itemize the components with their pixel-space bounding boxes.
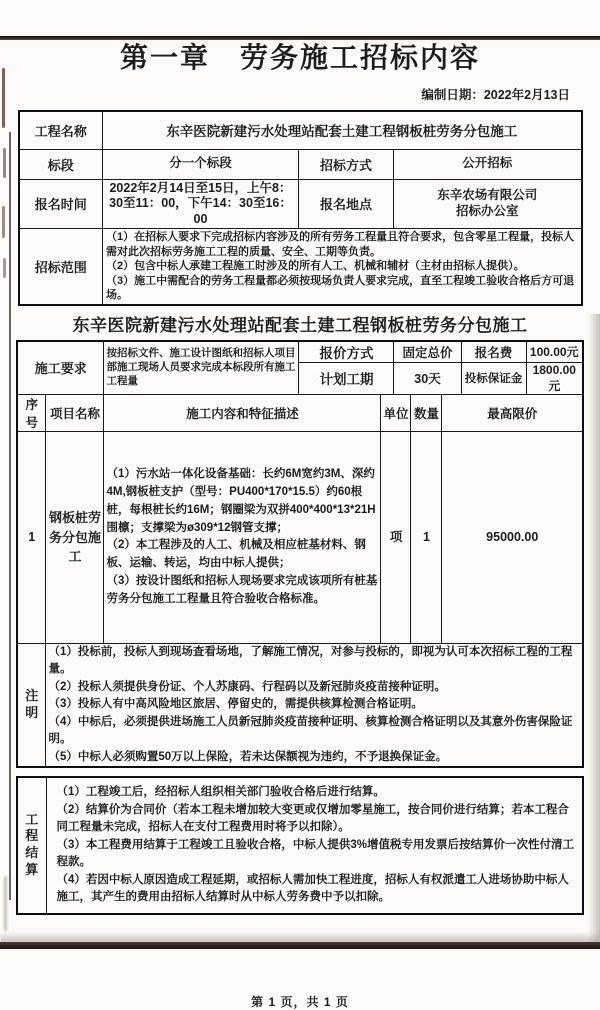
section-label: 标段 <box>19 149 103 179</box>
settlement-item-4: （4）若因中标人原因造成工程延期，或招标人需加快工程进度，招标人有权派遣工人进场协助中标人施工，其产生的费用由招标人结算时从中标人劳务费中予以扣除。 <box>56 873 569 904</box>
project-name-label: 工程名称 <box>19 111 103 149</box>
scan-top-edge <box>0 36 600 40</box>
row-project-name <box>19 111 582 149</box>
item-table-header <box>17 394 583 431</box>
bid-method-value: 公开招标 <box>394 149 582 179</box>
bid-detail-table <box>16 340 584 768</box>
settlement-label <box>17 777 46 913</box>
page-footer: 第 1 页，共 1 页 <box>251 994 349 1009</box>
settlement-item-3: （3）本工程费用结算于工程竣工且验收合格，中标人提供3%增值税专用发票后按结算价一次性付清工程款。 <box>56 838 575 869</box>
project-name-value: 东辛医院新建污水处理站配套土建工程钢板桩劳务分包施工 <box>103 111 582 149</box>
note-item-2: （2）投标人须提供身份证、个人苏康码、行程码以及新冠肺炎疫苗接种证明。 <box>48 680 446 693</box>
settlement-row <box>17 777 583 913</box>
scan-left-edge-line <box>9 132 11 900</box>
deposit-label: 投标保证金 <box>461 362 526 394</box>
notes-label: 注明 <box>17 643 46 767</box>
settlement-table <box>16 776 584 914</box>
row-section <box>19 149 582 179</box>
scope-item-2: （2）包含中标人承建工程施工时涉及的所有人工、机械和辅材（主材由招标人提供）。 <box>106 260 525 273</box>
signup-time-label: 报名时间 <box>19 179 103 229</box>
requirements-label: 施工要求 <box>17 341 104 395</box>
header-desc: 施工内容和特征描述 <box>104 394 381 431</box>
price-method-label: 报价方式 <box>299 341 394 363</box>
item-desc-line-3: （3）按设计图纸和招标人现场要求完成该项所有桩基劳务分包施工工程量且符合验收合格标准。 <box>106 575 378 605</box>
header-no: 序号 <box>17 394 46 431</box>
duration-value: 30天 <box>394 362 461 394</box>
item-max-price: 95000.00 <box>442 431 583 643</box>
notes-content <box>46 643 583 767</box>
scan-left-smudge <box>4 876 7 931</box>
settlement-label-line2: 结算 <box>25 845 39 878</box>
header-max-price: 最高限价 <box>442 394 583 431</box>
bid-method-label: 招标方式 <box>299 149 394 179</box>
item-qty: 1 <box>411 431 442 643</box>
signup-place-label: 报名地点 <box>299 179 394 229</box>
item-desc-line-1: （1）污水站一体化设备基础：长约6M宽约3M、深约4M,钢板桩支护（型号：PU400*170*15.5）约60根桩，每根桩长约16M；钢圈梁为双拼400*400*13*21H围檩；支撑梁为ø309*12钢管支撑； <box>106 468 376 534</box>
scan-left-mark <box>2 68 5 128</box>
scan-bottom-edge <box>0 942 600 949</box>
scope-label: 招标范围 <box>19 229 103 305</box>
notes-row <box>17 643 583 767</box>
header-qty: 数量 <box>411 394 442 431</box>
settlement-label-line1: 工程 <box>25 811 39 844</box>
item-no: 1 <box>17 431 46 643</box>
settlement-content <box>46 777 583 913</box>
item-desc-line-2: （2）本工程涉及的人工、机械及相应桩基材料、钢板、运输、转运，均由中标人提供； <box>106 539 366 570</box>
row-scope <box>19 229 582 305</box>
item-name: 钢板桩劳务分包施工 <box>46 431 104 643</box>
row-signup <box>19 179 582 229</box>
chapter-title: 第一章 劳务施工招标内容 <box>119 42 480 73</box>
note-item-4: （4）中标后，必须提供进场施工人员新冠肺炎疫苗接种证明、核算检测合格证明以及其意外伤害保险证明。 <box>48 715 573 746</box>
row-requirements-1 <box>17 341 583 363</box>
scope-item-1: （1）在招标人要求下完成招标内容涉及的所有劳务工程量且符合要求，包含零星工程量，投标人需对此次招标劳务施工工程的质量、安全、工期等负责。 <box>106 231 575 258</box>
note-item-3: （3）投标人有中高风险地区旅居、停留史的，需提供核算检测合格证明。 <box>48 698 423 711</box>
scan-left-mark <box>3 258 6 278</box>
header-name: 项目名称 <box>46 394 104 431</box>
settlement-item-2: （2）结算价为合同价（若本工程未增加较大变更或仅增加零星施工，按合同价进行结算；若本工程合同工程量未完成，招标人在支付工程费用时将予以扣除）。 <box>56 803 569 834</box>
bid-subtitle: 东辛医院新建污水处理站配套土建工程钢板桩劳务分包施工 <box>72 315 528 335</box>
requirements-desc: 按招标文件、施工设计图纸和招标人项目部施工现场人员要求完成本标段所有施工工程量 <box>104 341 299 395</box>
item-unit: 项 <box>381 431 411 643</box>
scan-left-mark <box>3 148 6 178</box>
scope-item-3: （3）施工中需配合的劳务工程量都必须按现场负责人要求完成，直至工程竣工验收合格后方可退场。 <box>106 274 575 302</box>
compile-date: 编制日期：2022年2月13日 <box>421 88 570 102</box>
note-item-5: （5）中标人必须购置50万以上保险，若未达保额视为违约，不予退换保证金。 <box>48 750 448 763</box>
settlement-item-1: （1）工程竣工后，经招标人组织相关部门验收合格后进行结算。 <box>56 786 385 799</box>
deposit-value: 1800.00元 <box>526 362 583 394</box>
signup-fee-value: 100.00元 <box>526 341 583 363</box>
section-value: 分一个标段 <box>103 149 299 179</box>
item-row <box>17 431 583 643</box>
signup-fee-label: 报名费 <box>461 341 526 363</box>
scope-content <box>103 229 582 305</box>
signup-time-value: 2022年2月14日至15日，上午8：30至11：00，下午14：30至16：00 <box>103 179 299 229</box>
signup-place-line1: 东辛农场有限公司 <box>437 188 538 203</box>
duration-label: 计划工期 <box>299 362 394 394</box>
item-desc <box>104 431 381 643</box>
signup-place-value <box>394 179 582 229</box>
signup-place-line2: 招标办公室 <box>455 203 519 218</box>
scan-right-edge-shadow <box>588 314 600 949</box>
price-method-value: 固定总价 <box>394 341 461 363</box>
scan-left-mark <box>2 206 5 238</box>
header-unit: 单位 <box>381 394 411 431</box>
note-item-1: （1）投标前，投标人到现场查看场地，了解施工情况，对参与投标的，即视为认可本次招标工程的工程量。 <box>48 645 573 676</box>
project-info-table <box>18 110 583 306</box>
